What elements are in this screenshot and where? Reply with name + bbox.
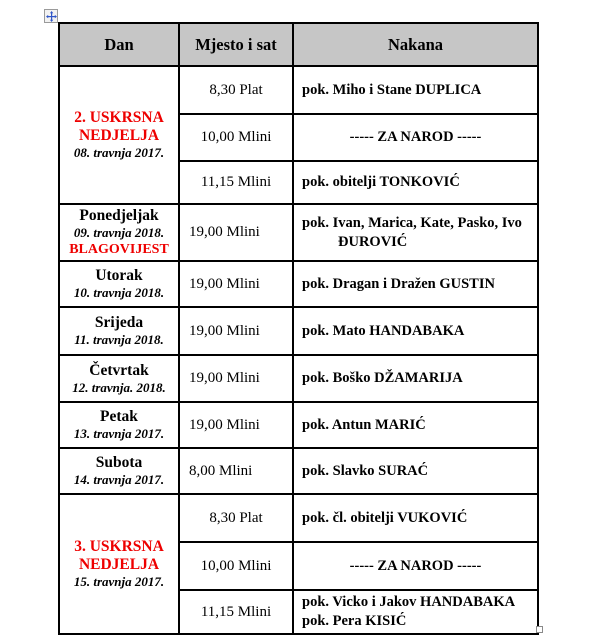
day-title: Petak xyxy=(100,408,138,426)
intention-line-1: pok. Vicko i Jakov HANDABAKA xyxy=(302,594,516,611)
header-cell-nakana: Nakana xyxy=(293,23,538,66)
day-date: 08. travnja 2017. xyxy=(73,145,165,161)
intention-cell: pok. obitelji TONKOVIĆ xyxy=(293,161,538,204)
mass-schedule-table xyxy=(58,22,539,635)
intention-cell: ----- ZA NAROD ----- xyxy=(293,542,538,590)
header-cell-mjesto-i-sat: Mjesto i sat xyxy=(179,23,293,66)
intention-cell: pok. Slavko SURAĆ xyxy=(293,448,538,494)
day-title: Subota xyxy=(95,454,143,472)
day-cell-saturday xyxy=(59,448,179,494)
day-date: 12. travnja. 2018. xyxy=(72,379,166,395)
time-cell: 19,00 Mlini xyxy=(179,402,293,448)
table-row xyxy=(59,355,538,402)
time-cell: 8,30 Plat xyxy=(179,66,293,114)
time-cell: 19,00 Mlini xyxy=(179,261,293,307)
day-cell-monday xyxy=(59,204,179,261)
day-note: BLAGOVIJEST xyxy=(69,241,169,257)
day-title: 3. USKRSNA NEDJELJA xyxy=(74,537,164,574)
day-title: 2. USKRSNA NEDJELJA xyxy=(74,108,164,144)
intention-cell: pok. Miho i Stane DUPLICA xyxy=(293,66,538,114)
intention-cell: ----- ZA NAROD ----- xyxy=(293,114,538,161)
table-row xyxy=(59,448,538,494)
day-date: 10. travnja 2018. xyxy=(73,285,165,301)
table-row xyxy=(59,402,538,448)
intention-cell xyxy=(293,590,538,634)
time-cell: 8,30 Plat xyxy=(179,494,293,542)
table-row xyxy=(59,261,538,307)
table-row xyxy=(59,494,538,542)
intention-cell: pok. Mato HANDABAKA xyxy=(293,307,538,355)
intention-cell: pok. čl. obitelji VUKOVIĆ xyxy=(293,494,538,542)
intention-cell: pok. Antun MARIĆ xyxy=(293,402,538,448)
header-cell-dan: Dan xyxy=(59,23,179,66)
table-move-handle[interactable] xyxy=(44,9,58,23)
time-cell: 8,00 Mlini xyxy=(179,448,293,494)
day-date: 11. travnja 2018. xyxy=(74,332,164,348)
time-cell: 19,00 Mlini xyxy=(179,204,293,261)
table-row xyxy=(59,307,538,355)
intention-cell xyxy=(293,204,538,261)
header-row xyxy=(59,23,538,66)
table-row xyxy=(59,66,538,114)
time-cell: 10,00 Mlini xyxy=(179,542,293,590)
time-cell: 10,00 Mlini xyxy=(179,114,293,161)
day-date: 14. travnja 2017. xyxy=(73,472,165,488)
day-cell-friday xyxy=(59,402,179,448)
table-row xyxy=(59,204,538,261)
day-date: 15. travnja 2017. xyxy=(73,574,165,590)
time-cell: 11,15 Mlini xyxy=(179,161,293,204)
day-cell-sunday3 xyxy=(59,494,179,634)
intention-line-1: pok. Ivan, Marica, Kate, Pasko, Ivo xyxy=(302,214,522,231)
time-cell: 19,00 Mlini xyxy=(179,307,293,355)
day-cell-wednesday xyxy=(59,307,179,355)
day-date: 09. travnja 2018. xyxy=(73,225,165,241)
move-cross-arrows-icon xyxy=(46,11,57,22)
intention-cell: pok. Dragan i Dražen GUSTIN xyxy=(293,261,538,307)
intention-line-2: pok. Pera KISIĆ xyxy=(302,613,407,630)
day-date: 13. travnja 2017. xyxy=(73,426,165,442)
day-title: Četvrtak xyxy=(89,361,149,379)
day-title: Srijeda xyxy=(94,314,144,332)
day-title: Ponedjeljak xyxy=(79,207,159,224)
time-cell: 11,15 Mlini xyxy=(179,590,293,634)
day-title: Utorak xyxy=(95,267,143,285)
day-cell-sunday2 xyxy=(59,66,179,204)
day-cell-thursday xyxy=(59,355,179,402)
day-cell-tuesday xyxy=(59,261,179,307)
intention-line-2: ĐUROVIĆ xyxy=(338,233,408,250)
table-resize-handle[interactable] xyxy=(536,626,543,633)
intention-cell: pok. Boško DŽAMARIJA xyxy=(293,355,538,402)
time-cell: 19,00 Mlini xyxy=(179,355,293,402)
